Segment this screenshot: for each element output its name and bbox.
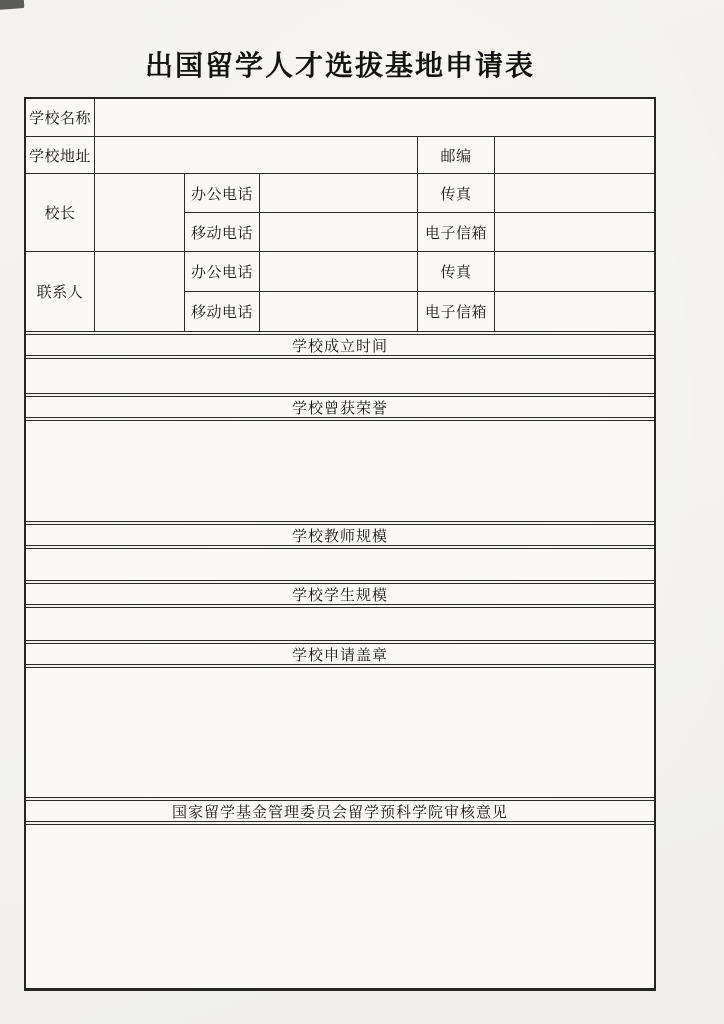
section-header-school-seal: 学校申请盖章 xyxy=(26,643,654,665)
principal-mobile-phone-label: 移动电话 xyxy=(184,212,259,251)
section-header-honors: 学校曾获荣誉 xyxy=(26,396,654,418)
contact-office-phone-field xyxy=(259,251,417,291)
principal-email-label: 电子信箱 xyxy=(417,212,494,251)
student-scale-field xyxy=(26,607,654,641)
principal-office-phone-label: 办公电话 xyxy=(184,173,259,212)
contact-mobile-phone-field xyxy=(259,291,417,331)
page-title: 出国留学人才选拔基地申请表 xyxy=(144,51,535,82)
school-seal-field xyxy=(26,667,654,798)
principal-office-phone-field xyxy=(259,173,417,212)
principal-label: 校长 xyxy=(26,173,94,251)
school-address-field xyxy=(94,136,417,173)
contact-mobile-phone-label: 移动电话 xyxy=(184,291,259,331)
scan-corner-artifact xyxy=(0,0,24,10)
principal-name-field xyxy=(94,173,184,251)
honors-field xyxy=(26,420,654,522)
principal-fax-label: 传真 xyxy=(417,173,494,212)
section-header-teacher-scale: 学校教师规模 xyxy=(26,524,654,546)
principal-fax-field xyxy=(494,173,654,212)
contact-email-field xyxy=(494,291,654,331)
school-name-field xyxy=(94,99,654,136)
review-opinion-field xyxy=(26,824,654,988)
school-name-label: 学校名称 xyxy=(28,111,91,127)
postcode-label: 邮编 xyxy=(417,136,494,173)
contact-fax-label: 传真 xyxy=(417,251,494,291)
section-header-student-scale: 学校学生规模 xyxy=(26,583,654,605)
contact-office-phone-label: 办公电话 xyxy=(184,251,259,291)
contact-person-label: 联系人 xyxy=(26,251,94,331)
postcode-field xyxy=(494,136,654,173)
section-header-founded-time: 学校成立时间 xyxy=(26,334,654,356)
contact-email-label: 电子信箱 xyxy=(417,291,494,331)
school-address-label: 学校地址 xyxy=(26,136,94,173)
teacher-scale-field xyxy=(26,548,654,581)
section-header-review-opinion: 国家留学基金管理委员会留学预科学院审核意见 xyxy=(26,800,654,822)
contact-name-field xyxy=(94,251,184,331)
principal-mobile-phone-field xyxy=(259,212,417,251)
application-form-table xyxy=(24,97,656,991)
principal-email-field xyxy=(494,212,654,251)
founded-time-field xyxy=(26,358,654,394)
school-info-grid xyxy=(26,99,654,332)
contact-fax-field xyxy=(494,251,654,291)
